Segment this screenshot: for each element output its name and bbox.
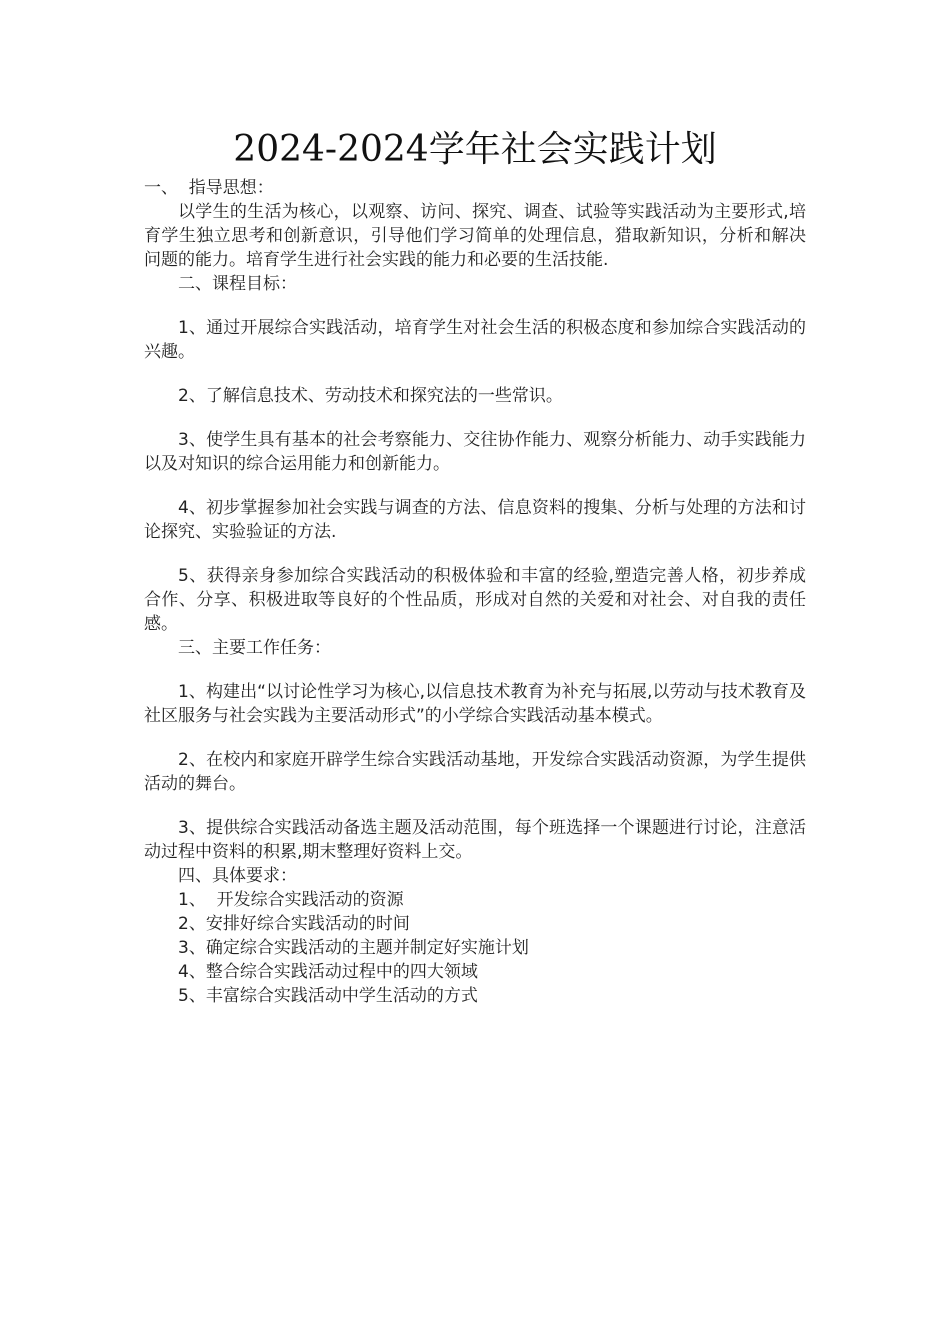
section-heading-main-tasks: 三、主要工作任务： <box>178 638 331 658</box>
guiding-ideology-paragraph: 以学生的生活为核心，以观察、访问、探究、调查、试验等实践活动为主要形式,培育学生独立思考和创新意识，引导他们学习简单的处理信息，猎取新知识，分析和解决问题的能力。培育学生进行社会实践的能力和必要的生活技能. <box>144 202 806 270</box>
document-body <box>144 176 806 1008</box>
course-goal-item: 4、初步掌握参加社会实践与调查的方法、信息资料的搜集、分析与处理的方法和讨论探究、实验验证的方法. <box>144 498 806 542</box>
main-task-item: 1、构建出“以讨论性学习为核心,以信息技术教育为补充与拓展,以劳动与技术教育及社区服务与社会实践为主要活动形式”的小学综合实践活动基本模式。 <box>144 682 806 726</box>
course-goal-item: 3、使学生具有基本的社会考察能力、交往协作能力、观察分析能力、动手实践能力以及对知识的综合运用能力和创新能力。 <box>144 430 806 474</box>
section-heading-course-goals: 二、课程目标： <box>178 274 297 294</box>
requirement-item: 2、安排好综合实践活动的时间 <box>178 914 410 934</box>
main-task-item: 3、提供综合实践活动备选主题及活动范围，每个班选择一个课题进行讨论，注意活动过程中资料的积累,期末整理好资料上交。 <box>144 818 806 862</box>
course-goal-item: 1、通过开展综合实践活动，培育学生对社会生活的积极态度和参加综合实践活动的兴趣。 <box>144 318 806 362</box>
document-title: 2024-2024学年社会实践计划 <box>233 129 717 170</box>
section-heading-specific-requirements: 四、具体要求： <box>178 866 297 886</box>
requirement-item: 5、丰富综合实践活动中学生活动的方式 <box>178 986 478 1006</box>
course-goal-item: 5、获得亲身参加综合实践活动的积极体验和丰富的经验,塑造完善人格，初步养成合作、分享、积极进取等良好的个性品质，形成对自然的关爱和对社会、对自我的责任感。 <box>144 566 806 634</box>
requirement-item: 3、确定综合实践活动的主题并制定好实施计划 <box>178 938 529 958</box>
requirement-item: 4、整合综合实践活动过程中的四大领域 <box>178 962 478 982</box>
requirement-item: 1、 开发综合实践活动的资源 <box>178 890 404 910</box>
main-task-item: 2、在校内和家庭开辟学生综合实践活动基地，开发综合实践活动资源，为学生提供活动的舞台。 <box>144 750 806 794</box>
course-goal-item: 2、了解信息技术、劳动技术和探究法的一些常识。 <box>178 386 563 406</box>
section-heading-guiding-ideology: 一、 指导思想： <box>144 178 274 198</box>
